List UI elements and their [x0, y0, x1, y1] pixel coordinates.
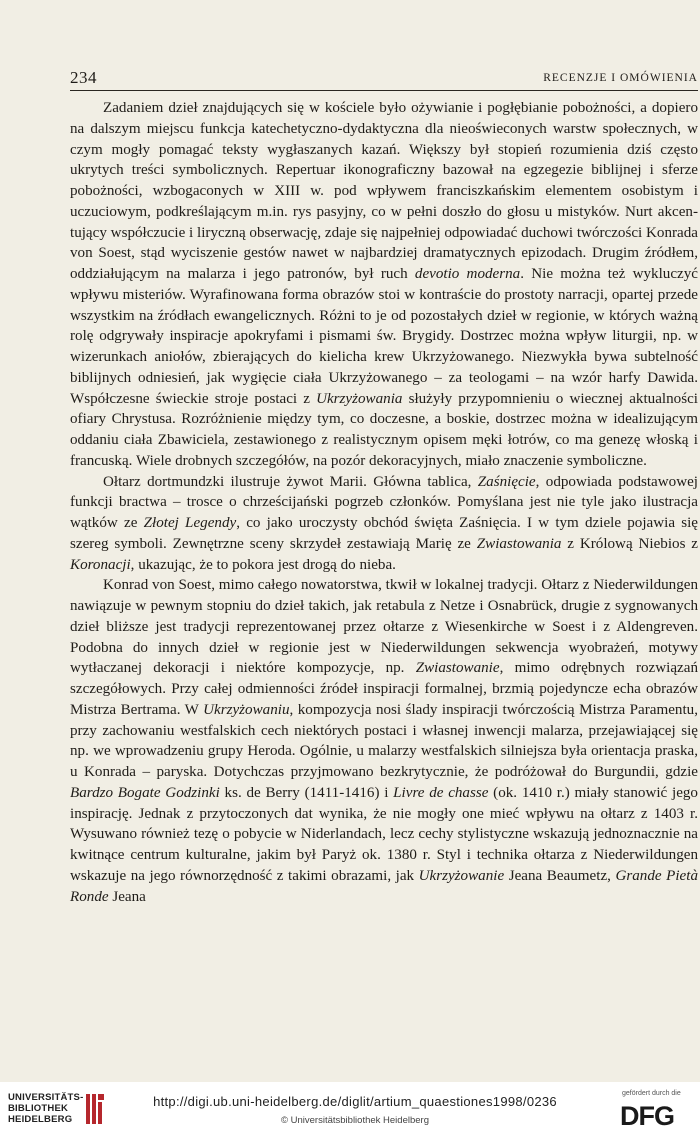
text-run: , mimo odrębnych rozwiązań szczegółowych. Przy całej odmienności źródeł inspiracji formalnej, brzmią pojedyncze echa obrazów Mistrza Bertrama. W: [70, 660, 698, 718]
text-run: , odpowiada podstawowej funkcji bractwa – trosce o chrześcijański pogrzeb członków. Pomyślana jest nie tyle jako ilustracja wątków ze: [70, 473, 698, 531]
text-run: Ołtarz dortmundzki ilustruje żywot Marii. Główna tablica,: [103, 473, 478, 490]
dfg-logo[interactable]: [620, 1090, 696, 1130]
italic-title: Koronacji: [70, 556, 131, 573]
text-run: służyły przypomnieniu o wiecznej aktualności ofiary Chrystusa. Rozróżnienie między tym, co doczesne, a boskie, dostrzec można w idealizującym oddaniu ciała Zbawiciela, zestawionego z realistycznym opisem męki łotrów, co ma genezę włoską i francuską. Wiele drobnych szczegółów, na pozór dekoracyjnych, miało znaczenie symboliczne.: [70, 390, 698, 469]
italic-title: Zwiastowanie: [415, 660, 500, 677]
italic-title: Ukrzyżowanie: [418, 867, 505, 884]
paragraph-2: [70, 472, 698, 576]
italic-title: Livre de chasse: [393, 784, 489, 801]
text-run: (ok. 1410 r.) miały stanowić jego inspirację. Jednak z przytoczonych dat wynika, że nie mogły one mieć wpływu na ołtarz z 1403 r. Wysuwano również tezę o pobycie w Niderlandach, lecz cechy stylistyczne wskazują jednoznacznie na kwitnące centrum kulturalne, jakim był Paryż ok. 1380 r. Styl i technika ołtarza z Niederwildungen wskazuje na jego równorzędność z takimi obrazami, jak: [70, 784, 698, 884]
page-header: [70, 66, 698, 91]
text-run: Jeana: [108, 888, 146, 905]
italic-title: Ukrzyżowaniu: [203, 701, 290, 718]
italic-title: devotio moderna: [414, 266, 521, 282]
text-run: , kompozycja nosi ślady inspiracji twórczością Mistrza Paramentu, przy zachowaniu westfalskich cech niektórych postaci i własnej inwencji malarza, przejawiającej się np. we wprowadzeniu grupy Heroda. Ogólnie, u malarzy westfalskich silniejsza była orientacja praska, u Konrada – paryska. Dotychczas przyjmowano bezkrytycznie, że podróżował do Burgundii, gdzie: [70, 701, 698, 780]
italic-title: Bardzo Bogate Godzinki: [70, 784, 220, 801]
library-logo-text: UNIVERSITÄTS- BIBLIOTHEK HEIDELBERG: [8, 1092, 84, 1125]
paragraph-3: [70, 575, 698, 907]
italic-title: Złotej Legendy: [143, 515, 237, 531]
running-head: RECENZJE I OMÓWIENIA: [543, 72, 698, 84]
library-logo-icon: [84, 1092, 106, 1126]
italic-title: Zaśnięcie: [477, 473, 536, 490]
library-logo[interactable]: [8, 1092, 128, 1126]
digitization-footer: [0, 1082, 700, 1135]
text-run: Konrad von Soest, mimo całego nowatorstwa, tkwił w lokalnej tradycji. Ołtarz z Niederwildungen nawiązuje w pewnym stopniu do dzieł takich, jak retabula z Netze i Osnabrück, drugie z sygnowanych dzieł bliższe jest tradycji reprezentowanej przez ołtarze z Wiesenkirche w Soest i z Aldengreven. Podobna do innych dzieł w regionie jest w Niederwildungen sekwencja wyobrażeń, motywy wytłaczanej dekoracji i niektóre kompozycje, np.: [70, 577, 698, 677]
text-run: , ukazując, że to pokora jest drogą do nieba.: [130, 556, 396, 573]
copyright-notice: © Universitätsbibliothek Heidelberg: [281, 1115, 429, 1126]
dfg-funded-label: gefördert durch die: [622, 1090, 681, 1097]
italic-title: Ukrzyżowania: [316, 390, 403, 407]
paragraph-1: [70, 98, 698, 472]
text-run: , co jako uroczysty obchód święta Zaśnięcia. I w tym dziele pojawia się szereg symboli. Zewnętrzne sceny skrzydeł zestawiają Marię ze: [70, 515, 699, 552]
dfg-mark: DFG: [620, 1101, 674, 1131]
body-text: [70, 98, 698, 907]
text-run: Jeana Beaumetz,: [504, 867, 616, 884]
text-run: z Królową Niebios z: [561, 535, 698, 552]
source-url-link[interactable]: http://digi.ub.uni-heidelberg.de/diglit/artium_quaestiones1998/0236: [153, 1094, 557, 1109]
italic-title: Zwiastowania: [476, 535, 562, 552]
italic-title: Grande Pietà Ronde: [70, 867, 698, 905]
text-run: Zadaniem dzieł znajdujących się w kościele było ożywianie i pogłębianie pobożności, a dopiero na dalszym miejscu funkcja katechetyczno-dydaktyczna dla nieoświeconych warstw społecznych, w czym mogły pomagać teksty wygłaszanych kazań. Większy był stopień rozumienia dziś często ukrytych treści symbolicznych. Repertuar ikonograficzny bazował na egzegezie biblijnej i sferze pobożności, wzbogaconych w XIII w. pod wpływem franciszkańskim elementem osobistym i uczuciowym, podkreślającym m.in. rys pasyjny, co w pełni doszło do głosu u mistyków. Nurt akcentujący współczucie i liryczną obserwację, zdaje się najpełniej odpowiadać duchowi twórczości Konrada von Soest, stąd wyciszenie gestów nawet w najbardziej dramatycznych epizodach. Drugim źródłem, oddziałującym na malarza i jego patronów, był ruch: [70, 100, 698, 282]
page-number: 234: [70, 68, 97, 87]
text-run: ks. de Berry (1411-1416) i: [219, 784, 394, 801]
text-run: . Nie można też wykluczyć wpływu misteriów. Wyrafinowana forma obrazów stoi w kontraście do prostoty narracji, opartej przede wszystkim na źródłach ewangelicznych. Różni to je od pozostałych dzieł w regionie, w których ważną rolę odgrywały inspiracje apokryfami i pismami św. Brygidy. Dostrzec można wpływ liturgii, np. w wizerunkach aniołów, zbierających do kielicha krew Ukrzyżowanego. Niezwykła bywa subtelność biblijnych odniesień, jak wygięcie ciała Ukrzyżowanego – za teologami – na wzór harfy Dawida. Współczesne świeckie stroje postaci z: [70, 266, 698, 407]
